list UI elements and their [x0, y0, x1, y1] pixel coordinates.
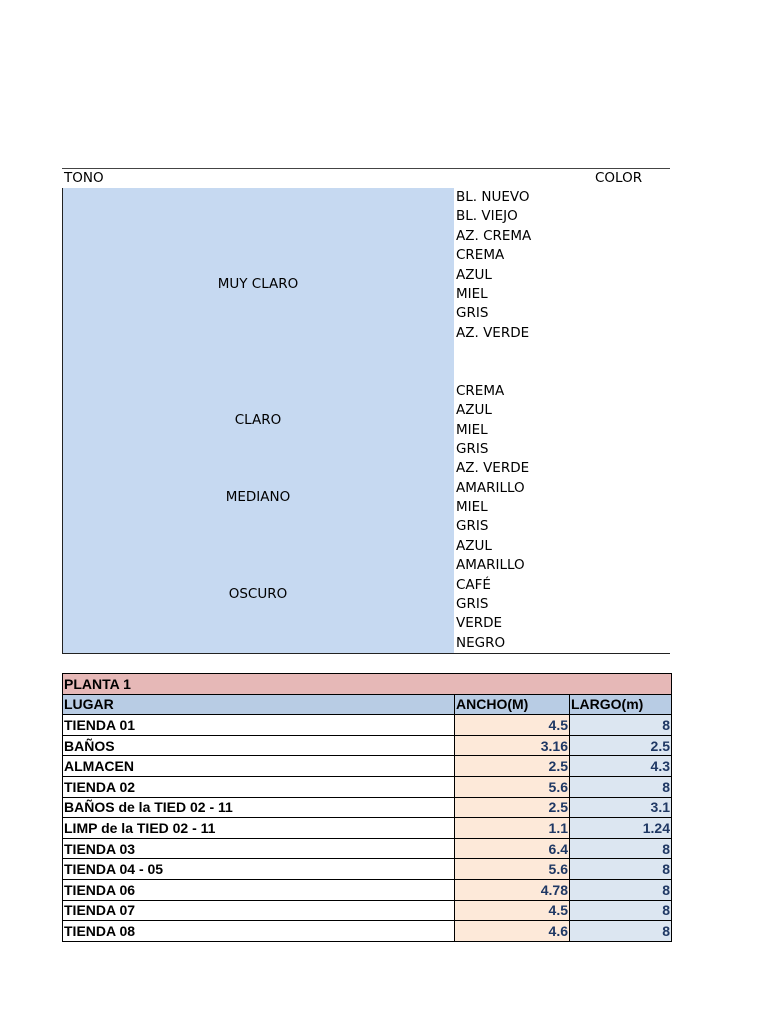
ancho-cell: 2.5 [455, 756, 570, 777]
table-row [63, 797, 672, 818]
lugar-cell: TIENDA 03 [63, 838, 455, 859]
largo-cell: 8 [570, 715, 672, 736]
planta-header-row [63, 694, 672, 715]
lugar-cell: TIENDA 08 [63, 921, 455, 942]
planta-table [62, 673, 672, 942]
color-item: MIEL [456, 286, 488, 302]
color-item: AZUL [456, 538, 492, 554]
planta-title: PLANTA 1 [63, 674, 672, 695]
largo-cell: 4.3 [570, 756, 672, 777]
color-item: AZUL [456, 402, 492, 418]
color-item: VERDE [456, 615, 503, 631]
color-item: CAFÉ [456, 577, 491, 593]
table-top-border [62, 168, 670, 169]
largo-cell: 8 [570, 921, 672, 942]
color-item: BL. VIEJO [456, 208, 518, 224]
largo-header: LARGO(m) [570, 694, 672, 715]
largo-cell: 8 [570, 776, 672, 797]
color-item: GRIS [456, 441, 489, 457]
lugar-cell: TIENDA 06 [63, 879, 455, 900]
ancho-cell: 6.4 [455, 838, 570, 859]
ancho-cell: 4.78 [455, 879, 570, 900]
color-item: NEGRO [456, 635, 506, 651]
table-row [63, 921, 672, 942]
table-row [63, 859, 672, 880]
table-bottom-border [62, 653, 670, 654]
color-item: BL. NUEVO [456, 189, 530, 205]
color-item: AMARILLO [456, 480, 525, 496]
tono-header: TONO [64, 170, 104, 186]
tone-label-oscuro: OSCURO [228, 586, 288, 602]
table-row [63, 818, 672, 839]
lugar-cell: ALMACEN [63, 756, 455, 777]
color-item: AZ. VERDE [456, 460, 530, 476]
lugar-cell: LIMP de la TIED 02 - 11 [63, 818, 455, 839]
table-row [63, 879, 672, 900]
ancho-cell: 4.5 [455, 900, 570, 921]
largo-cell: 1.24 [570, 818, 672, 839]
largo-cell: 3.1 [570, 797, 672, 818]
color-item: MIEL [456, 422, 488, 438]
planta-title-row [63, 674, 672, 695]
lugar-cell: TIENDA 04 - 05 [63, 859, 455, 880]
color-item: MIEL [456, 499, 488, 515]
table-row [63, 838, 672, 859]
table-row [63, 776, 672, 797]
ancho-cell: 1.1 [455, 818, 570, 839]
largo-cell: 8 [570, 879, 672, 900]
color-item: AZ. CREMA [456, 228, 532, 244]
table-row [63, 900, 672, 921]
ancho-cell: 4.5 [455, 715, 570, 736]
ancho-cell: 3.16 [455, 735, 570, 756]
largo-cell: 2.5 [570, 735, 672, 756]
color-item: AMARILLO [456, 557, 525, 573]
tone-label-muy-claro: MUY CLARO [217, 276, 299, 292]
lugar-cell: TIENDA 01 [63, 715, 455, 736]
ancho-cell: 5.6 [455, 776, 570, 797]
ancho-cell: 4.6 [455, 921, 570, 942]
largo-cell: 8 [570, 859, 672, 880]
table-row [63, 715, 672, 736]
lugar-header: LUGAR [63, 694, 455, 715]
color-item: AZUL [456, 267, 492, 283]
largo-cell: 8 [570, 900, 672, 921]
ancho-header: ANCHO(M) [455, 694, 570, 715]
color-item: CREMA [456, 383, 505, 399]
tone-label-mediano: MEDIANO [225, 489, 291, 505]
color-item: CREMA [456, 247, 505, 263]
largo-cell: 8 [570, 838, 672, 859]
lugar-cell: TIENDA 07 [63, 900, 455, 921]
color-item: GRIS [456, 305, 489, 321]
table-row [63, 756, 672, 777]
table-row [63, 735, 672, 756]
tone-color-table [62, 168, 670, 654]
lugar-cell: TIENDA 02 [63, 776, 455, 797]
lugar-cell: BAÑOS [63, 735, 455, 756]
ancho-cell: 5.6 [455, 859, 570, 880]
color-item: GRIS [456, 596, 489, 612]
color-item: AZ. VERDE [456, 325, 530, 341]
ancho-cell: 2.5 [455, 797, 570, 818]
color-item: GRIS [456, 518, 489, 534]
tone-label-claro: CLARO [234, 412, 282, 428]
color-header: COLOR [595, 170, 643, 186]
lugar-cell: BAÑOS de la TIED 02 - 11 [63, 797, 455, 818]
